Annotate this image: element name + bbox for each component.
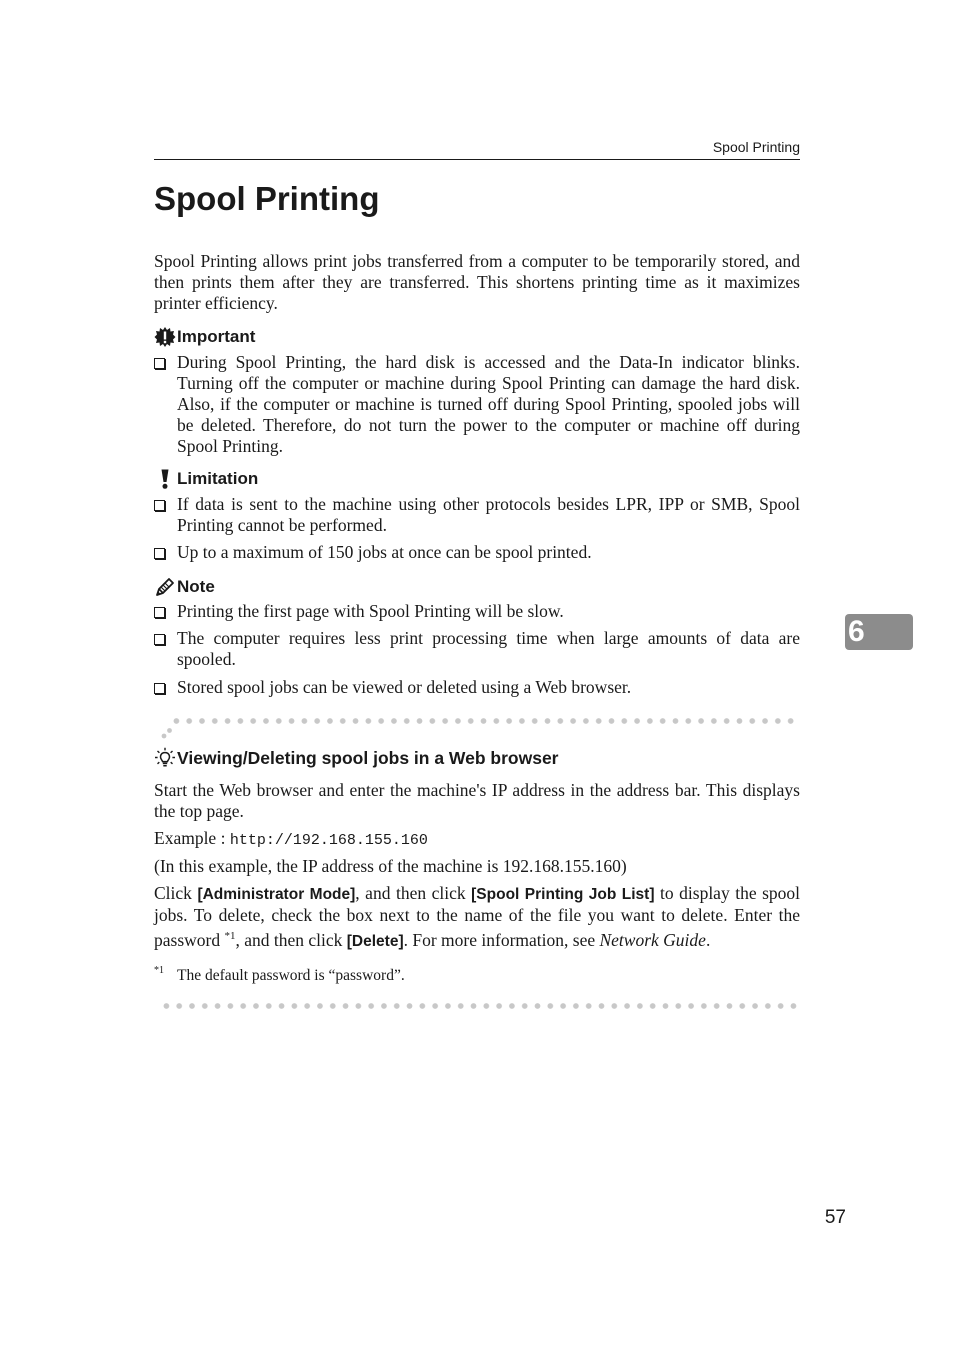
reference-paragraph: Start the Web browser and enter the machine's IP address in the address bar. This displays the top page. [154,780,800,821]
instruction-text: . For more information, see [403,929,600,950]
note-item-text: Stored spool jobs can be viewed or deleted using a Web browser. [177,677,632,697]
page-title: Spool Printing [154,180,380,217]
example-url: http://192.168.155.160 [229,832,428,849]
reference-instructions [154,883,800,952]
important-item-text: During Spool Printing, the hard disk is accessed and the Data-In indicator blinks. Turning off the computer or machine during Spool Printing can damage the hard disk. Also, if the computer or machine is turned off during Spool Printing, spooled jobs will be deleted. Therefore, do not turn the power to the computer or machine off during Spool Printing. [177,352,800,456]
instruction-text: . [705,929,711,950]
checkbox-bullet-icon [154,628,177,670]
chapter-tab: 6 [845,614,913,650]
limitation-item-text: If data is sent to the machine using other protocols besides LPR, IPP or SMB, Spool Printing cannot be performed. [177,494,800,535]
important-heading-label: Important [177,327,256,346]
reference-box-bottom-border [160,1003,800,1009]
network-guide-reference: Network Guide [599,929,706,950]
footnote-mark: *1 [154,965,164,976]
instruction-text: , and then click [355,883,472,903]
note-item-text: The computer requires less print processing time when large amounts of data are spooled. [177,628,800,669]
footnote-text: The default password is “password”. [177,967,405,984]
limitation-item [154,542,800,564]
delete-label: [Delete] [346,932,404,950]
reference-heading-label: Viewing/Deleting spool jobs in a Web browser [177,747,559,768]
checkbox-bullet-icon [154,352,177,457]
pencil-icon [154,576,176,598]
limitation-heading-label: Limitation [177,469,259,488]
page-number: 57 [824,1207,846,1228]
administrator-mode-label: [Administrator Mode] [197,886,356,903]
intro-paragraph: Spool Printing allows print jobs transferred from a computer to be temporarily stored, and then prints them after they are transferred. This shortens printing time as it maximizes printer efficiency. [154,251,800,313]
running-header: Spool Printing [712,139,800,155]
note-item-text: Printing the first page with Spool Printing will be slow. [177,601,564,621]
limitation-heading [154,468,258,490]
lightbulb-icon [154,747,176,769]
note-heading [154,576,215,598]
instruction-text: Click [154,883,198,903]
important-item [154,352,800,457]
limitation-item-text: Up to a maximum of 150 jobs at once can be spool printed. [177,542,592,562]
checkbox-bullet-icon [154,494,177,536]
reference-box-top-border [170,718,800,724]
instruction-text: to display the spool jobs. To delete, check the box next to the name of the file you want to delete. Enter the password [154,883,801,950]
checkbox-bullet-icon [154,542,177,564]
note-heading-label: Note [177,577,215,596]
note-item [154,601,800,623]
instruction-text: , and then click [235,929,347,950]
checkbox-bullet-icon [154,677,177,699]
example-label: Example : [154,828,230,848]
limitation-item [154,494,800,536]
header-rule [154,159,800,160]
important-icon [154,326,176,348]
spool-printing-job-list-label: [Spool Printing Job List] [471,886,655,903]
example-line [154,828,800,851]
example-explanation: (In this example, the IP address of the machine is 192.168.155.160) [154,856,627,876]
note-item [154,677,800,699]
important-heading [154,326,255,348]
reference-heading [154,747,559,769]
footnote-reference: *1 [224,930,236,942]
footnote [154,966,405,986]
note-item [154,628,800,670]
reference-box-corner [160,724,176,740]
limitation-icon [154,468,176,490]
checkbox-bullet-icon [154,601,177,623]
